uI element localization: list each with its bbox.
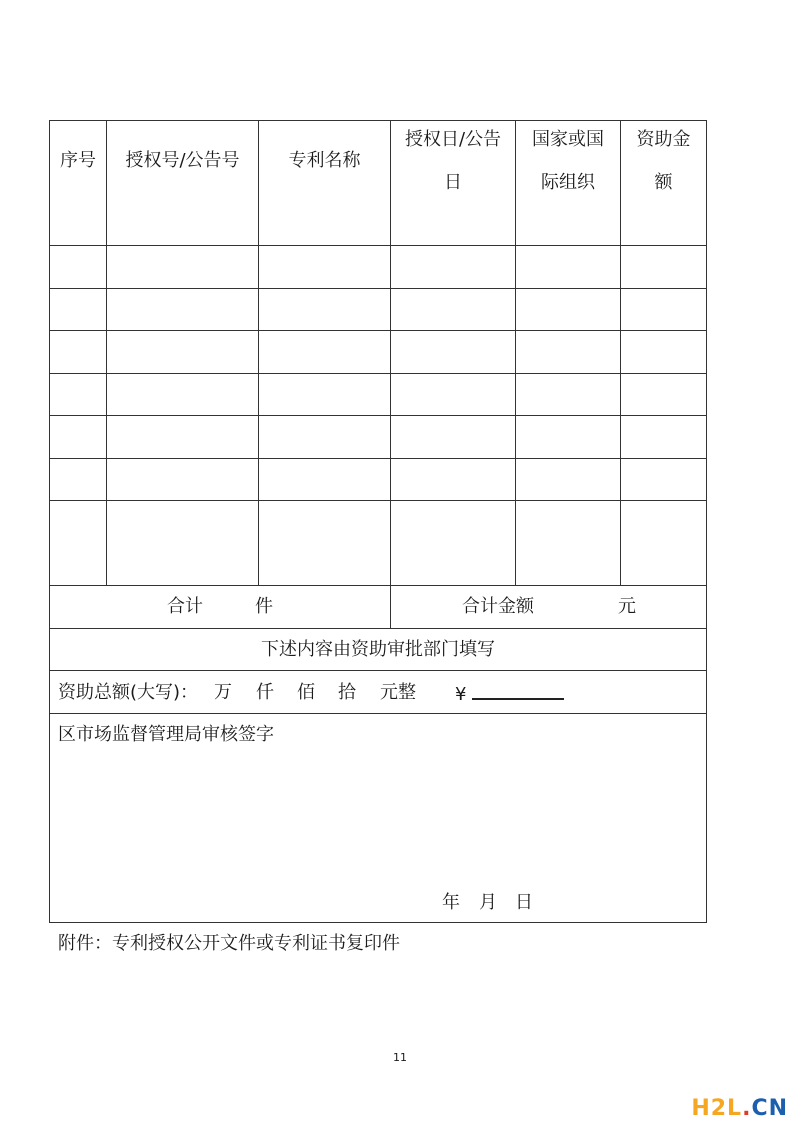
watermark-part-3: CN	[751, 1096, 788, 1121]
total-amount-label: 合计金额	[462, 596, 534, 617]
capital-amount-label: 资助总额(大写)：	[58, 682, 199, 703]
header-grant-no: 授权号/公告号	[125, 150, 240, 171]
amount-blank-line[interactable]	[472, 684, 564, 700]
header-seq: 序号	[60, 150, 96, 171]
table-line	[49, 670, 707, 671]
attachment-note: 附件：专利授权公开文件或专利证书复印件	[58, 933, 400, 954]
table-row[interactable]	[50, 416, 706, 458]
capital-unit-wan: 万	[214, 682, 232, 703]
table-row[interactable]	[50, 289, 706, 330]
capital-unit-qian: 仟	[256, 682, 274, 703]
site-watermark-logo	[691, 1096, 788, 1121]
table-row[interactable]	[50, 331, 706, 373]
date-year: 年	[442, 892, 460, 913]
capital-unit-shi: 拾	[338, 682, 356, 703]
table-border	[706, 120, 707, 923]
capital-unit-yuanzheng: 元整	[380, 682, 416, 703]
header-grant-date-line2: 日	[444, 172, 462, 193]
signature-label: 区市场监督管理局审核签字	[58, 724, 274, 745]
page-number: 11	[393, 1051, 407, 1064]
watermark-part-2: .	[742, 1096, 752, 1121]
date-month: 月	[479, 892, 497, 913]
header-patent-name: 专利名称	[288, 150, 361, 171]
header-country: 国家或国	[532, 129, 604, 150]
table-line	[49, 585, 707, 586]
table-row[interactable]	[50, 246, 706, 288]
capital-unit-bai: 佰	[297, 682, 315, 703]
table-row[interactable]	[50, 459, 706, 500]
total-amount-unit: 元	[618, 596, 636, 617]
total-label: 合计	[167, 596, 203, 617]
date-day: 日	[515, 892, 533, 913]
header-country-line2: 际组织	[541, 172, 595, 193]
currency-symbol	[455, 684, 564, 704]
table-line	[49, 120, 707, 121]
table-row[interactable]	[50, 501, 706, 585]
total-unit: 件	[255, 596, 273, 617]
table-line	[49, 713, 707, 714]
header-grant-date: 授权日/公告	[404, 129, 502, 150]
watermark-part-1: H2L	[691, 1096, 743, 1121]
table-line	[49, 628, 707, 629]
table-line	[49, 922, 707, 923]
header-amount: 资助金	[636, 129, 691, 150]
approval-note: 下述内容由资助审批部门填写	[261, 639, 495, 660]
header-amount-line2: 额	[654, 172, 673, 193]
yuan-symbol: ¥	[455, 684, 467, 705]
table-row[interactable]	[50, 374, 706, 415]
